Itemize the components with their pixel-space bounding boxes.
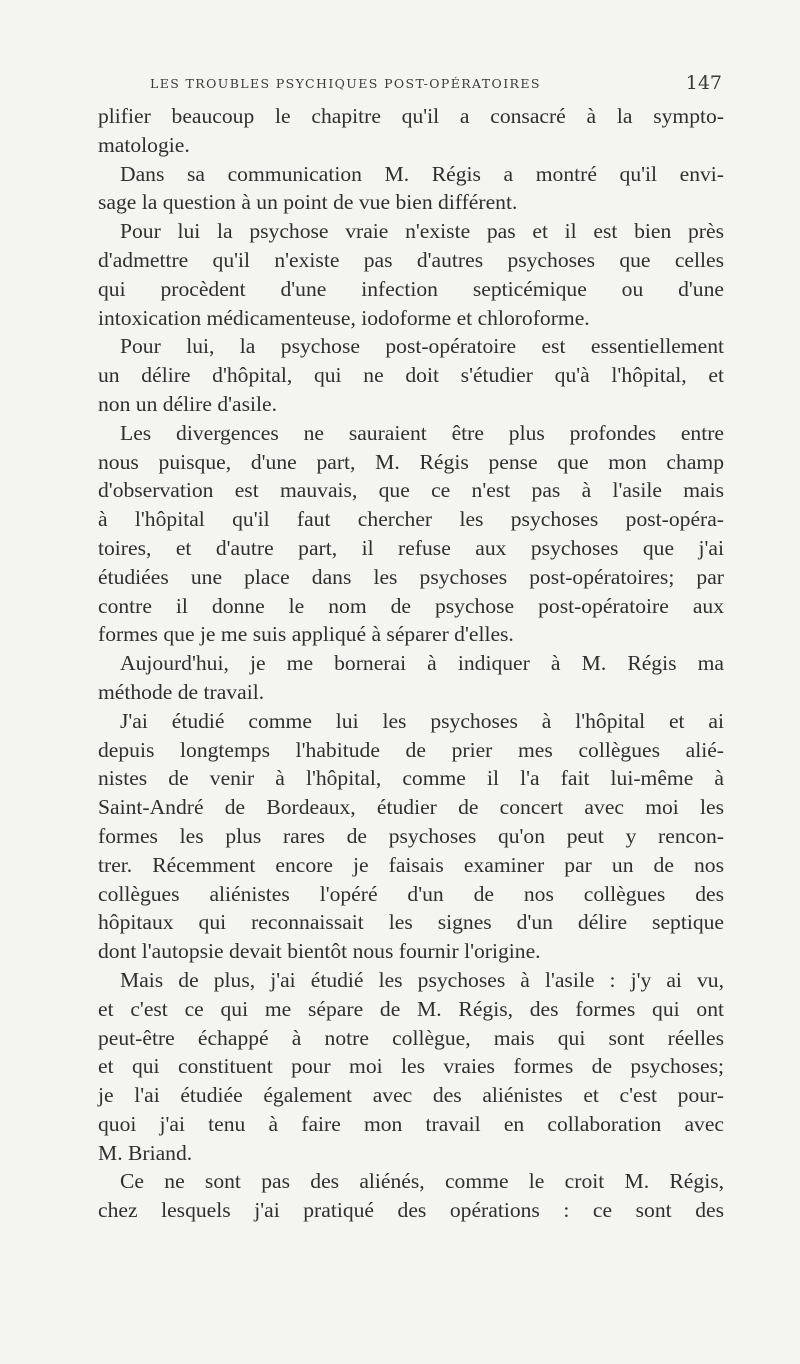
text-line: nistes de venir à l'hôpital, comme il l'a fait lui-même à [98,766,724,791]
paragraph-5 [98,419,724,649]
text-line: Dans sa communication M. Régis a montré qu'il envi- [120,161,724,186]
text-line: Les divergences ne sauraient être plus profondes entre [120,420,724,445]
text-line: à l'hôpital qu'il faut chercher les psychoses post-opéra- [98,507,724,532]
paragraph-8 [98,966,724,1168]
text-line: hôpitaux qui reconnaissait les signes d'un délire septique [98,910,724,935]
text-line: étudiées une place dans les psychoses post-opératoires; par [98,564,724,589]
text-line: dont l'autopsie devait bientôt nous fournir l'origine. [98,939,541,964]
paragraph-9 [98,1167,724,1225]
paragraph-2 [98,160,724,218]
text-line: qui procèdent d'une infection septicémique ou d'une [98,276,724,301]
text-line: matologie. [98,132,190,157]
paragraph-1 [98,102,724,160]
text-line: d'observation est mauvais, que ce n'est pas à l'asile mais [98,478,724,503]
text-line: M. Briand. [98,1140,193,1165]
running-title: LES TROUBLES PSYCHIQUES POST-OPÉRATOIRES [150,76,541,91]
text-line: quoi j'ai tenu à faire mon travail en collaboration avec [98,1111,724,1136]
text-line: Saint-André de Bordeaux, étudier de concert avec moi les [98,795,724,820]
text-line: toires, et d'autre part, il refuse aux psychoses que j'ai [98,535,724,560]
text-line: chez lesquels j'ai pratiqué des opérations : ce sont des [98,1198,724,1223]
paragraph-7 [98,707,724,966]
text-line: et c'est ce qui me sépare de M. Régis, des formes qui ont [98,996,724,1021]
text-line: je l'ai étudiée également avec des aliénistes et c'est pour- [98,1083,724,1108]
text-line: trer. Récemment encore je faisais examiner par un de nos [98,852,724,877]
paragraph-4 [98,332,724,418]
text-line: méthode de travail. [98,679,265,704]
text-line: Mais de plus, j'ai étudié les psychoses à l'asile : j'y ai vu, [120,967,724,992]
paragraph-3 [98,217,724,332]
text-line: J'ai étudié comme lui les psychoses à l'hôpital et ai [120,708,724,733]
running-head [98,72,722,98]
text-line: formes les plus rares de psychoses qu'on peut y rencon- [98,823,724,848]
text-line: nous puisque, d'une part, M. Régis pense que mon champ [98,449,724,474]
text-line: intoxication médicamenteuse, iodoforme et chloroforme. [98,305,590,330]
page-number: 147 [685,72,722,94]
body-text [98,102,724,1225]
text-line: d'admettre qu'il n'existe pas d'autres psychoses que celles [98,247,724,272]
text-line: peut-être échappé à notre collègue, mais qui sont réelles [98,1025,724,1050]
text-line: formes que je me suis appliqué à séparer d'elles. [98,622,514,647]
text-line: et qui constituent pour moi les vraies formes de psychoses; [98,1054,724,1079]
paragraph-6 [98,649,724,707]
text-line: depuis longtemps l'habitude de prier mes collègues alié- [98,737,724,762]
text-line: collègues aliénistes l'opéré d'un de nos collègues des [98,881,724,906]
text-line: contre il donne le nom de psychose post-opératoire aux [98,593,724,618]
text-line: Pour lui la psychose vraie n'existe pas et il est bien près [120,219,724,244]
text-line: plifier beaucoup le chapitre qu'il a consacré à la sympto- [98,104,724,128]
text-line: Aujourd'hui, je me bornerai à indiquer à M. Régis ma [120,651,724,676]
text-line: Ce ne sont pas des aliénés, comme le croit M. Régis, [120,1169,724,1194]
text-line: un délire d'hôpital, qui ne doit s'étudier qu'à l'hôpital, et [98,363,724,388]
text-line: non un délire d'asile. [98,391,277,416]
text-line: sage la question à un point de vue bien différent. [98,190,518,215]
text-line: Pour lui, la psychose post-opératoire est essentiellement [120,334,724,359]
